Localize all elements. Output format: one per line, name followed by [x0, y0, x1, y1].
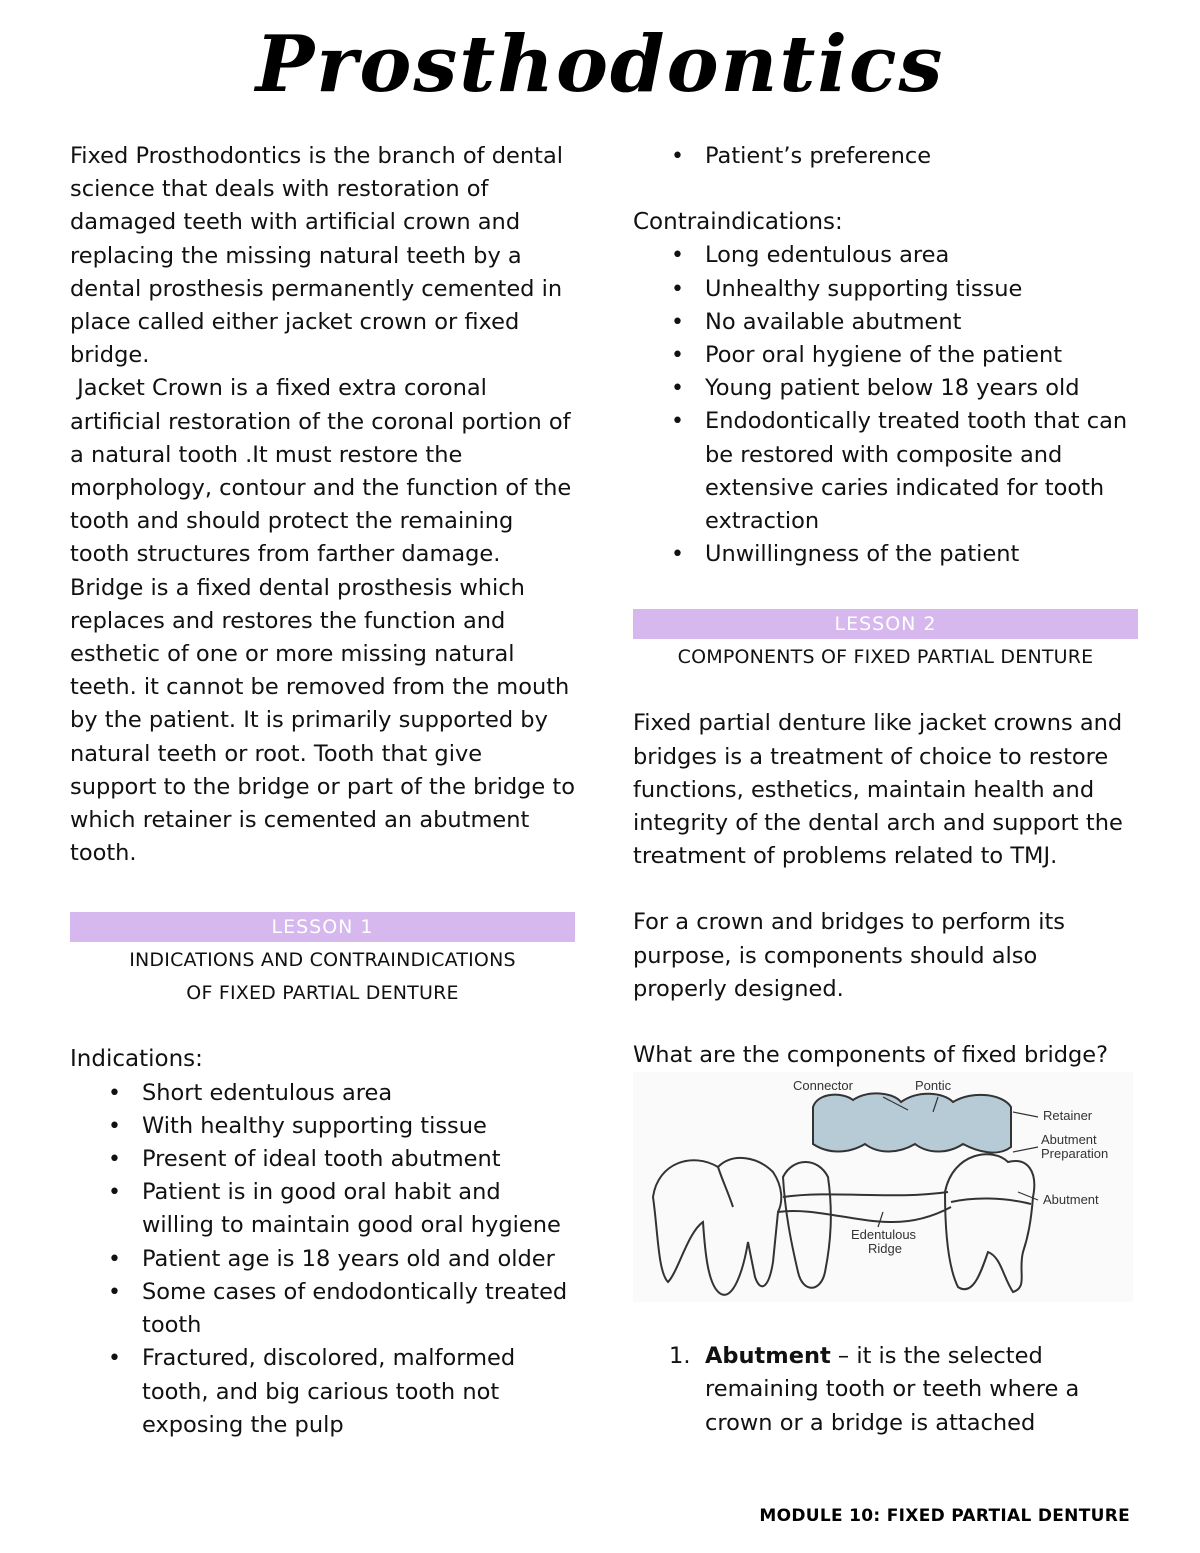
lesson1-title-line1: INDICATIONS AND CONTRAINDICATIONS: [129, 949, 516, 972]
purpose-paragraph: For a crown and bridges to perform its purpose, is components should also properly designed.: [633, 909, 1066, 1002]
indications-list: [70, 1077, 575, 1442]
lesson2-band: LESSON 2: [633, 609, 1138, 639]
lesson1-band: LESSON 1: [70, 912, 575, 942]
label-abutment: Abutment: [1043, 1192, 1099, 1208]
fixed-bridge-diagram: [633, 1072, 1133, 1302]
label-abutment-prep-1: Abutment: [1041, 1132, 1097, 1148]
list-item: • Young patient below 18 years old: [633, 372, 1138, 405]
contraindications-list: [633, 239, 1138, 571]
list-item: • Endodontically treated tooth that can be restored with composite and extensive caries indicated for tooth extraction: [633, 405, 1138, 538]
list-item: • Short edentulous area: [70, 1077, 575, 1110]
list-item: • Patient age is 18 years old and older: [70, 1243, 575, 1276]
list-item: • Unhealthy supporting tissue: [633, 273, 1138, 306]
page-title: Prosthodontics: [255, 19, 945, 110]
list-item: • Some cases of endodontically treated tooth: [70, 1276, 575, 1342]
label-connector: Connector: [793, 1078, 853, 1094]
list-item: • Patient’s preference: [633, 140, 1138, 173]
list-item: • Patient is in good oral habit and willing to maintain good oral hygiene: [70, 1176, 575, 1242]
lesson1-title-line2: OF FIXED PARTIAL DENTURE: [186, 982, 459, 1005]
fpd-paragraph: Fixed partial denture like jacket crowns and bridges is a treatment of choice to restore functions, esthetics, maintain health and integrity of the dental arch and support the treatment of problems related to TMJ.: [633, 710, 1123, 870]
list-item: • Fractured, discolored, malformed tooth, and big carious tooth not exposing the pulp: [70, 1342, 575, 1442]
jacket-crown-paragraph: Jacket Crown is a fixed extra coronal artificial restoration of the coronal portion of a natural tooth .It must restore the morphology, contour and the function of the tooth and should protect the remaining tooth structures from farther damage.: [70, 375, 579, 568]
intro-paragraph: Fixed Prosthodontics is the branch of dental science that deals with restoration of damaged teeth with artificial crown and replacing the missing natural teeth by a dental prosthesis permanently cemented in place called either jacket crown or fixed bridge.: [70, 143, 564, 369]
footer-module-label: MODULE 10: FIXED PARTIAL DENTURE: [759, 1506, 1130, 1526]
right-column: [633, 140, 1138, 1440]
label-edentulous-1: Edentulous: [851, 1227, 917, 1243]
components-question: What are the components of fixed bridge?: [633, 1042, 1109, 1069]
indications-label: Indications:: [70, 1046, 203, 1073]
components-list: [633, 1340, 1138, 1440]
label-edentulous-2: Ridge: [868, 1241, 902, 1257]
contraindications-label: Contraindications:: [633, 209, 843, 236]
list-item: • With healthy supporting tissue: [70, 1110, 575, 1143]
list-number: 1.: [669, 1343, 691, 1370]
label-retainer: Retainer: [1043, 1108, 1093, 1124]
list-item: • Poor oral hygiene of the patient: [633, 339, 1138, 372]
component-desc: – it is the selected remaining tooth or teeth where a crown or a bridge is attached: [705, 1343, 1080, 1436]
list-item: • No available abutment: [633, 306, 1138, 339]
lesson2-title: COMPONENTS OF FIXED PARTIAL DENTURE: [677, 646, 1094, 669]
bridge-crown-shape: [813, 1094, 1011, 1153]
bridge-paragraph: Bridge is a fixed dental prosthesis which replaces and restores the function and esthetic of one or more missing natural teeth. it cannot be removed from the mouth by the patient. It is primarily supported by natural teeth or root. Tooth that give support to the bridge or part of the bridge to which retainer is cemented an abutment tooth.: [70, 574, 576, 867]
label-abutment-prep-2: Preparation: [1041, 1146, 1109, 1162]
list-item: • Present of ideal tooth abutment: [70, 1143, 575, 1176]
indications-continued-list: [633, 140, 1138, 173]
component-term: Abutment: [705, 1343, 831, 1370]
list-item: • Unwillingness of the patient: [633, 538, 1138, 571]
list-item: [633, 1340, 1138, 1440]
list-item: • Long edentulous area: [633, 239, 1138, 272]
label-pontic: Pontic: [915, 1078, 952, 1094]
left-column: [70, 140, 579, 1442]
